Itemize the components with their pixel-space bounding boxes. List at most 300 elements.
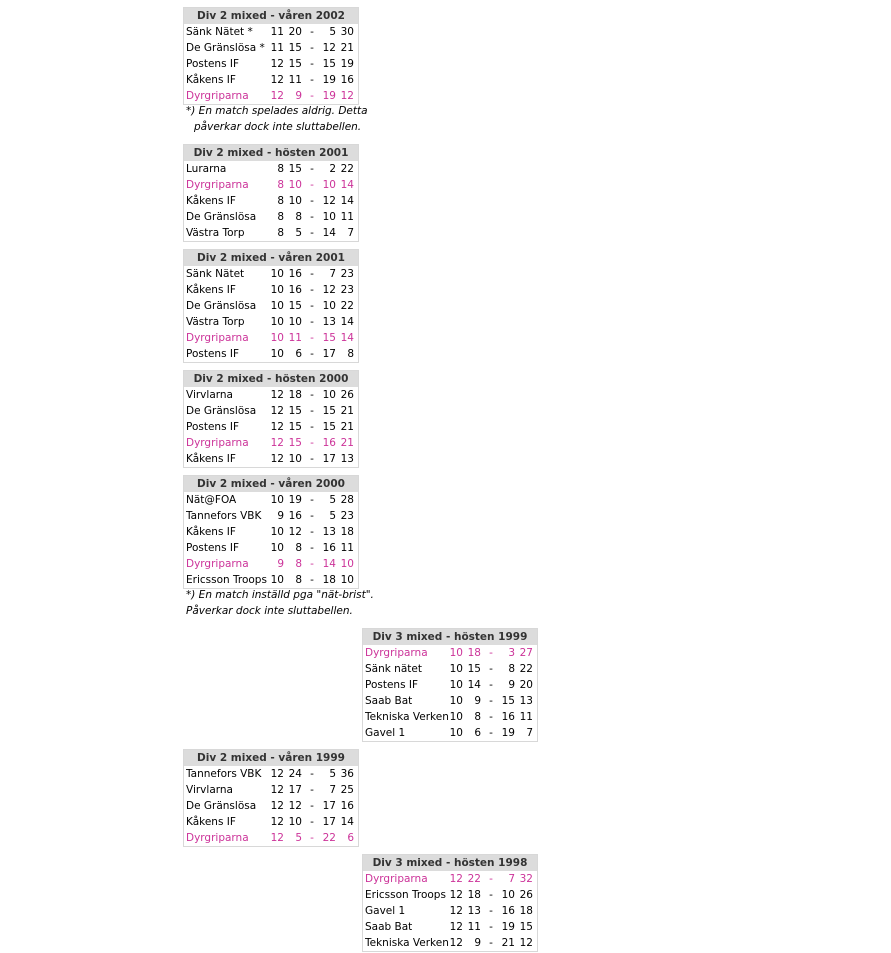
games-played: 10	[449, 727, 463, 739]
team-name: Tekniska Verken	[365, 937, 449, 949]
team-name: Sänk nätet	[365, 663, 422, 675]
points: 6	[347, 832, 354, 844]
games-played: 10	[270, 494, 284, 506]
points: 32	[519, 873, 533, 885]
table-row	[363, 903, 537, 919]
games-played: 12	[270, 453, 284, 465]
games-played: 12	[270, 389, 284, 401]
games-played: 12	[270, 421, 284, 433]
points: 11	[340, 211, 354, 223]
points: 11	[340, 542, 354, 554]
games-played: 12	[270, 832, 284, 844]
sets-lost: 17	[322, 348, 336, 360]
score-dash: -	[310, 284, 314, 296]
score-dash: -	[310, 163, 314, 175]
points: 19	[340, 58, 354, 70]
table-row	[184, 556, 358, 572]
team-name: Ericsson Troops	[186, 574, 267, 586]
sets-lost: 16	[501, 711, 515, 723]
table-footnote: Påverkar dock inte sluttabellen.	[186, 605, 353, 617]
team-name: Dyrgriparna	[186, 179, 249, 191]
team-name: Gavel 1	[365, 727, 406, 739]
table-row	[184, 161, 358, 177]
sets-won: 10	[288, 195, 302, 207]
sets-won: 15	[288, 405, 302, 417]
team-name: Dyrgriparna	[186, 332, 249, 344]
games-played: 12	[449, 905, 463, 917]
score-dash: -	[310, 574, 314, 586]
table-row	[184, 387, 358, 403]
games-played: 11	[270, 42, 284, 54]
points: 15	[519, 921, 533, 933]
table-row	[363, 887, 537, 903]
sets-lost: 16	[322, 542, 336, 554]
sets-lost: 14	[322, 558, 336, 570]
score-dash: -	[489, 873, 493, 885]
sets-lost: 5	[329, 26, 336, 38]
sets-lost: 18	[322, 574, 336, 586]
games-played: 10	[270, 332, 284, 344]
points: 20	[519, 679, 533, 691]
score-dash: -	[489, 663, 493, 675]
team-name: Postens IF	[365, 679, 419, 691]
points: 21	[340, 405, 354, 417]
sets-lost: 14	[322, 227, 336, 239]
score-dash: -	[310, 227, 314, 239]
table-row	[184, 177, 358, 193]
table-title: Div 2 mixed - våren 2001	[184, 250, 358, 266]
games-played: 8	[277, 195, 284, 207]
team-name: Virvlarna	[186, 784, 233, 796]
table-row	[184, 346, 358, 362]
points: 14	[340, 195, 354, 207]
score-dash: -	[489, 905, 493, 917]
sets-lost: 17	[322, 816, 336, 828]
sets-won: 16	[288, 268, 302, 280]
sets-lost: 16	[501, 905, 515, 917]
games-played: 10	[270, 284, 284, 296]
score-dash: -	[489, 647, 493, 659]
sets-lost: 7	[329, 784, 336, 796]
sets-lost: 17	[322, 453, 336, 465]
sets-won: 15	[467, 663, 481, 675]
sets-won: 10	[288, 453, 302, 465]
score-dash: -	[489, 937, 493, 949]
standings-table	[183, 144, 359, 242]
team-name: Kåkens IF	[186, 526, 236, 538]
sets-won: 24	[288, 768, 302, 780]
points: 36	[340, 768, 354, 780]
games-played: 10	[449, 679, 463, 691]
sets-lost: 16	[322, 437, 336, 449]
score-dash: -	[310, 179, 314, 191]
sets-lost: 12	[322, 42, 336, 54]
table-title: Div 3 mixed - hösten 1998	[363, 855, 537, 871]
score-dash: -	[489, 889, 493, 901]
score-dash: -	[489, 921, 493, 933]
games-played: 12	[270, 800, 284, 812]
sets-lost: 19	[501, 727, 515, 739]
games-played: 8	[277, 179, 284, 191]
sets-lost: 19	[501, 921, 515, 933]
sets-won: 19	[288, 494, 302, 506]
sets-lost: 3	[508, 647, 515, 659]
team-name: Virvlarna	[186, 389, 233, 401]
table-row	[363, 677, 537, 693]
score-dash: -	[310, 348, 314, 360]
score-dash: -	[310, 42, 314, 54]
games-played: 10	[270, 268, 284, 280]
sets-won: 15	[288, 300, 302, 312]
points: 13	[519, 695, 533, 707]
points: 26	[519, 889, 533, 901]
score-dash: -	[310, 510, 314, 522]
table-footnote: *) En match spelades aldrig. Detta	[186, 105, 368, 117]
points: 27	[519, 647, 533, 659]
team-name: Postens IF	[186, 421, 240, 433]
sets-lost: 5	[329, 494, 336, 506]
games-played: 9	[277, 558, 284, 570]
table-row	[184, 492, 358, 508]
games-played: 12	[449, 921, 463, 933]
sets-lost: 22	[322, 832, 336, 844]
sets-won: 12	[288, 800, 302, 812]
standings-table	[183, 749, 359, 847]
team-name: Dyrgriparna	[186, 90, 249, 102]
score-dash: -	[310, 300, 314, 312]
sets-lost: 12	[322, 284, 336, 296]
sets-lost: 13	[322, 526, 336, 538]
standings-table	[183, 249, 359, 363]
games-played: 12	[449, 889, 463, 901]
score-dash: -	[310, 90, 314, 102]
points: 21	[340, 437, 354, 449]
table-row	[363, 935, 537, 951]
sets-won: 17	[288, 784, 302, 796]
table-title: Div 2 mixed - våren 2002	[184, 8, 358, 24]
games-played: 8	[277, 163, 284, 175]
score-dash: -	[310, 268, 314, 280]
games-played: 12	[270, 784, 284, 796]
team-name: Saab Bat	[365, 695, 413, 707]
score-dash: -	[310, 421, 314, 433]
games-played: 8	[277, 227, 284, 239]
table-row	[363, 709, 537, 725]
score-dash: -	[310, 195, 314, 207]
sets-lost: 17	[322, 800, 336, 812]
score-dash: -	[310, 74, 314, 86]
table-title: Div 2 mixed - hösten 2000	[184, 371, 358, 387]
sets-won: 8	[295, 558, 302, 570]
sets-won: 5	[295, 227, 302, 239]
points: 23	[340, 510, 354, 522]
team-name: Kåkens IF	[186, 816, 236, 828]
games-played: 12	[270, 768, 284, 780]
table-row	[184, 56, 358, 72]
games-played: 12	[270, 74, 284, 86]
score-dash: -	[310, 453, 314, 465]
table-row	[363, 693, 537, 709]
team-name: Dyrgriparna	[365, 647, 428, 659]
table-row	[184, 524, 358, 540]
score-dash: -	[310, 558, 314, 570]
team-name: Kåkens IF	[186, 74, 236, 86]
team-name: De Gränslösa	[186, 300, 257, 312]
table-row	[184, 403, 358, 419]
score-dash: -	[310, 437, 314, 449]
table-row	[184, 266, 358, 282]
sets-lost: 8	[508, 663, 515, 675]
sets-lost: 15	[322, 405, 336, 417]
sets-won: 8	[295, 542, 302, 554]
points: 18	[340, 526, 354, 538]
sets-won: 11	[288, 74, 302, 86]
team-name: Kåkens IF	[186, 195, 236, 207]
points: 16	[340, 800, 354, 812]
sets-won: 6	[295, 348, 302, 360]
table-title: Div 2 mixed - hösten 2001	[184, 145, 358, 161]
table-row	[184, 72, 358, 88]
standings-table	[183, 475, 359, 589]
games-played: 12	[270, 58, 284, 70]
sets-won: 18	[467, 889, 481, 901]
points: 22	[340, 163, 354, 175]
table-row	[184, 225, 358, 241]
table-row	[184, 798, 358, 814]
team-name: Dyrgriparna	[365, 873, 428, 885]
sets-won: 8	[474, 711, 481, 723]
points: 22	[340, 300, 354, 312]
sets-won: 6	[474, 727, 481, 739]
table-row	[363, 919, 537, 935]
games-played: 12	[270, 90, 284, 102]
team-name: Lurarna	[186, 163, 227, 175]
points: 21	[340, 42, 354, 54]
table-row	[184, 88, 358, 104]
points: 25	[340, 784, 354, 796]
team-name: De Gränslösa	[186, 800, 257, 812]
score-dash: -	[310, 816, 314, 828]
table-title: Div 2 mixed - våren 2000	[184, 476, 358, 492]
games-played: 12	[270, 405, 284, 417]
team-name: De Gränslösa	[186, 211, 257, 223]
sets-won: 16	[288, 284, 302, 296]
games-played: 10	[270, 542, 284, 554]
sets-won: 16	[288, 510, 302, 522]
sets-lost: 10	[322, 179, 336, 191]
table-row	[184, 314, 358, 330]
score-dash: -	[310, 832, 314, 844]
score-dash: -	[310, 211, 314, 223]
sets-lost: 9	[508, 679, 515, 691]
sets-won: 8	[295, 211, 302, 223]
standings-table	[362, 854, 538, 952]
sets-won: 14	[467, 679, 481, 691]
sets-lost: 12	[322, 195, 336, 207]
sets-lost: 2	[329, 163, 336, 175]
team-name: De Gränslösa	[186, 405, 257, 417]
points: 10	[340, 574, 354, 586]
sets-lost: 10	[501, 889, 515, 901]
team-name: Dyrgriparna	[186, 832, 249, 844]
games-played: 10	[449, 647, 463, 659]
games-played: 10	[270, 574, 284, 586]
sets-won: 9	[474, 937, 481, 949]
sets-lost: 7	[329, 268, 336, 280]
sets-lost: 5	[329, 768, 336, 780]
sets-lost: 21	[501, 937, 515, 949]
table-row	[184, 330, 358, 346]
points: 22	[519, 663, 533, 675]
score-dash: -	[489, 695, 493, 707]
table-row	[184, 193, 358, 209]
sets-lost: 10	[322, 300, 336, 312]
games-played: 12	[270, 816, 284, 828]
score-dash: -	[310, 332, 314, 344]
table-footnote: *) En match inställd pga "nät-brist".	[186, 589, 374, 601]
points: 10	[340, 558, 354, 570]
table-row	[184, 298, 358, 314]
points: 30	[340, 26, 354, 38]
points: 28	[340, 494, 354, 506]
team-name: Postens IF	[186, 58, 240, 70]
sets-won: 15	[288, 437, 302, 449]
standings-table	[183, 7, 359, 105]
table-row	[363, 661, 537, 677]
team-name: De Gränslösa *	[186, 42, 265, 54]
team-name: Gavel 1	[365, 905, 406, 917]
sets-won: 11	[467, 921, 481, 933]
points: 12	[340, 90, 354, 102]
sets-lost: 15	[322, 58, 336, 70]
score-dash: -	[310, 405, 314, 417]
sets-won: 12	[288, 526, 302, 538]
team-name: Saab Bat	[365, 921, 413, 933]
sets-won: 18	[288, 389, 302, 401]
sets-won: 18	[467, 647, 481, 659]
games-played: 10	[270, 526, 284, 538]
sets-won: 10	[288, 179, 302, 191]
table-row	[184, 782, 358, 798]
score-dash: -	[310, 58, 314, 70]
table-row	[184, 508, 358, 524]
team-name: Postens IF	[186, 542, 240, 554]
sets-lost: 15	[501, 695, 515, 707]
sets-won: 10	[288, 816, 302, 828]
score-dash: -	[310, 768, 314, 780]
team-name: Kåkens IF	[186, 284, 236, 296]
table-row	[363, 645, 537, 661]
points: 16	[340, 74, 354, 86]
points: 14	[340, 332, 354, 344]
team-name: Tekniska Verken	[365, 711, 449, 723]
standings-table	[362, 628, 538, 742]
table-row	[184, 451, 358, 467]
sets-won: 11	[288, 332, 302, 344]
team-name: Nät@FOA	[186, 494, 237, 506]
sets-won: 20	[288, 26, 302, 38]
points: 13	[340, 453, 354, 465]
points: 21	[340, 421, 354, 433]
sets-won: 15	[288, 421, 302, 433]
table-row	[184, 419, 358, 435]
games-played: 10	[270, 348, 284, 360]
table-row	[184, 572, 358, 588]
score-dash: -	[310, 316, 314, 328]
team-name: Tannefors VBK	[186, 768, 262, 780]
table-title: Div 3 mixed - hösten 1999	[363, 629, 537, 645]
points: 23	[340, 284, 354, 296]
sets-won: 22	[467, 873, 481, 885]
points: 23	[340, 268, 354, 280]
score-dash: -	[310, 542, 314, 554]
games-played: 10	[449, 663, 463, 675]
sets-lost: 13	[322, 316, 336, 328]
games-played: 10	[449, 695, 463, 707]
table-footnote: påverkar dock inte sluttabellen.	[194, 121, 362, 133]
games-played: 9	[277, 510, 284, 522]
points: 18	[519, 905, 533, 917]
sets-won: 9	[474, 695, 481, 707]
score-dash: -	[310, 389, 314, 401]
sets-won: 10	[288, 316, 302, 328]
table-row	[184, 766, 358, 782]
table-title: Div 2 mixed - våren 1999	[184, 750, 358, 766]
sets-lost: 7	[508, 873, 515, 885]
sets-lost: 19	[322, 74, 336, 86]
sets-lost: 15	[322, 421, 336, 433]
sets-won: 8	[295, 574, 302, 586]
sets-won: 5	[295, 832, 302, 844]
points: 12	[519, 937, 533, 949]
points: 7	[526, 727, 533, 739]
sets-won: 13	[467, 905, 481, 917]
sets-lost: 15	[322, 332, 336, 344]
points: 7	[347, 227, 354, 239]
team-name: Kåkens IF	[186, 453, 236, 465]
points: 26	[340, 389, 354, 401]
games-played: 11	[270, 26, 284, 38]
score-dash: -	[489, 711, 493, 723]
points: 8	[347, 348, 354, 360]
games-played: 12	[449, 937, 463, 949]
sets-lost: 5	[329, 510, 336, 522]
points: 14	[340, 179, 354, 191]
team-name: Västra Torp	[186, 227, 245, 239]
team-name: Sänk Nätet *	[186, 26, 253, 38]
sets-won: 9	[295, 90, 302, 102]
team-name: Dyrgriparna	[186, 558, 249, 570]
sets-lost: 10	[322, 211, 336, 223]
score-dash: -	[310, 494, 314, 506]
score-dash: -	[489, 727, 493, 739]
team-name: Postens IF	[186, 348, 240, 360]
table-row	[184, 540, 358, 556]
games-played: 10	[449, 711, 463, 723]
table-row	[363, 725, 537, 741]
games-played: 8	[277, 211, 284, 223]
sets-lost: 10	[322, 389, 336, 401]
games-played: 12	[270, 437, 284, 449]
score-dash: -	[310, 526, 314, 538]
table-row	[184, 24, 358, 40]
team-name: Sänk Nätet	[186, 268, 245, 280]
points: 14	[340, 816, 354, 828]
team-name: Ericsson Troops	[365, 889, 446, 901]
sets-won: 15	[288, 58, 302, 70]
points: 11	[519, 711, 533, 723]
table-row	[184, 830, 358, 846]
